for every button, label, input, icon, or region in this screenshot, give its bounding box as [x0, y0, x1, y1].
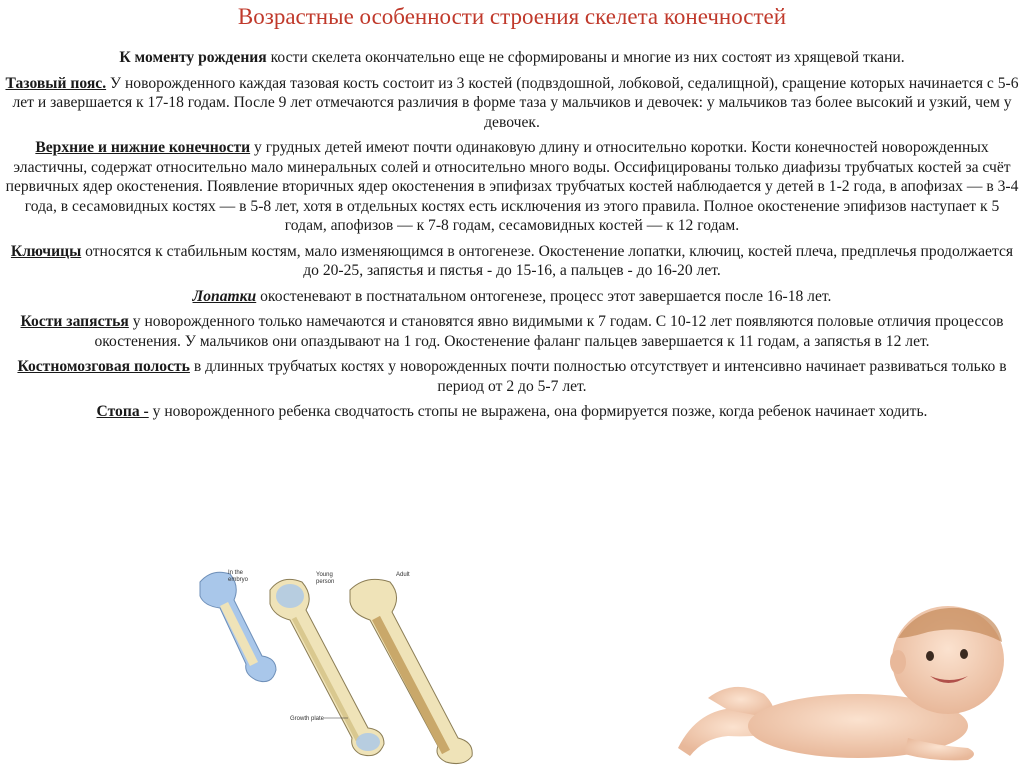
paragraph-text: окостеневают в постнатальном онтогенезе, процесс этот завершается после 16-18 лет. — [256, 287, 832, 305]
paragraph-text: у новорожденного только намечаются и становятся явно видимыми к 7 годам. С 10-12 лет появляются половые отличия процессов окостенения. У мальчиков они опаздывают на 1 год. Окостенение фаланг пальцев завершается к 11 годам, а запястья в 12 лет. — [94, 313, 1004, 350]
paragraph-text: У новорожденного каждая тазовая кость состоит из 3 костей (подвздошной, лобковой, седалищной), сращение которых начинается с 5-6 лет и завершается к 17-18 годам. После 9 лет отмечаются различия в форме таза у мальчиков и девочек: у мальчиков таз более высокий и узкий, чем у девочек. — [12, 74, 1019, 131]
paragraph-heading: Костномозговая полость — [17, 358, 190, 375]
label-young: Young — [316, 572, 333, 578]
page-title: Возрастные особенности строения скелета конечностей — [237, 4, 787, 29]
text-body — [2, 48, 1022, 428]
paragraph-birth — [2, 48, 1022, 68]
paragraph-limbs — [2, 138, 1022, 236]
paragraph-heading: Ключицы — [10, 242, 82, 260]
bone-development-illustration — [190, 560, 490, 767]
paragraph-marrow — [2, 357, 1022, 396]
paragraph-scapulae — [2, 287, 1022, 307]
embryo-bone — [200, 572, 276, 681]
baby-photo — [668, 598, 1024, 767]
paragraph-pelvis — [2, 74, 1022, 133]
paragraph-text: у грудных детей имеют почти одинаковую длину и относительно коротки. Кости конечностей новорожденных эластичны, содержат относительно мало минеральных солей и относительно много воды. Оссифицированы только диафизы трубчатых костей за счёт первичных ядер окостенения. Появление вторичных ядер окостенения в эпифизах трубчатых костей наблюдается у детей в 1-2 года, в апофизах — в 3-4 года, в сесамовидных костях — в 5-8 лет, хотя в отдельных костях есть исключения из этого правила. Полное окостенение эпифизов наступает к 5 годам, апофизов — к 7-8 годам, сесамовидных костей — к 12 годам. — [5, 139, 1019, 234]
paragraph-text: у новорожденного ребенка сводчатость стопы не выражена, она формируется позже, когда ребенок начинает ходить. — [148, 403, 928, 420]
label-embryo: In the — [228, 570, 244, 576]
paragraph-clavicles — [2, 242, 1022, 281]
paragraph-text: кости скелета окончательно еще не сформированы и многие из них состоят из хрящевой ткани. — [266, 49, 905, 66]
paragraph-heading: К моменту рождения — [119, 49, 267, 66]
paragraph-heading: Стопа - — [96, 403, 149, 420]
paragraph-heading: Тазовый пояс. — [5, 74, 107, 92]
paragraph-heading: Кости запястья — [20, 313, 129, 330]
paragraph-text: в длинных трубчатых костях у новорожденных почти полностью отсутствует и интенсивно начинает развиваться только в период от 2 до 5-7 лет. — [189, 358, 1007, 395]
paragraph-heading: Лопатки — [192, 287, 257, 305]
paragraph-wrist — [2, 312, 1022, 351]
label-adult: Adult — [396, 572, 410, 578]
paragraph-text: относятся к стабильным костям, мало изменяющимся в онтогенезе. Окостенение лопатки, ключиц, костей плеча, предплечья продолжается до 20-25, запястья и пястья - до 15-16, а пальцев - до 16-20 лет. — [81, 242, 1014, 279]
paragraph-heading: Верхние и нижние конечности — [35, 139, 251, 156]
label-young-2: person — [316, 579, 335, 585]
label-embryo-2: embryo — [228, 577, 249, 583]
paragraph-foot — [2, 402, 1022, 422]
label-growth-plate: Growth plate — [290, 716, 325, 722]
